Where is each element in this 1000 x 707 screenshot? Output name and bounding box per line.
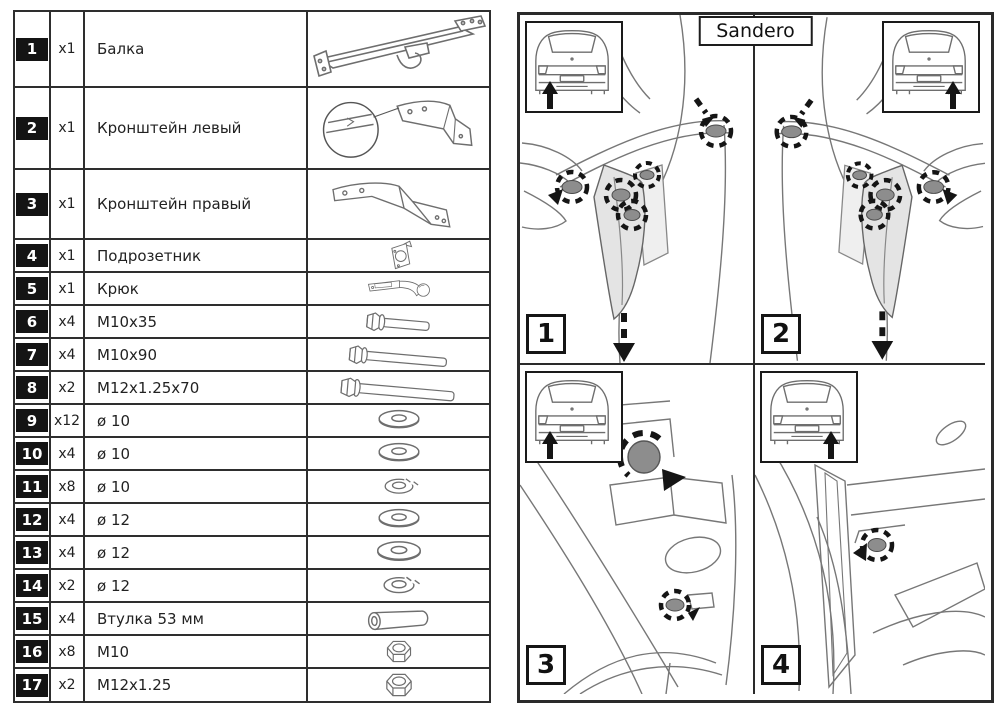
car-rear-inset	[882, 21, 980, 113]
model-title-label: Sandero	[716, 20, 795, 42]
part-qty: x4	[50, 536, 84, 569]
part-desc: M12x1.25	[84, 668, 307, 702]
part-desc: M10	[84, 635, 307, 668]
part-desc: ø 12	[84, 569, 307, 602]
part-number-badge: 11	[16, 475, 48, 498]
part-number-badge: 17	[16, 674, 48, 697]
part-qty: x1	[50, 11, 84, 87]
panel-number: 2	[761, 314, 801, 354]
part-desc: Балка	[84, 11, 307, 87]
table-row	[14, 635, 490, 668]
table-row	[14, 569, 490, 602]
part-number-badge: 10	[16, 442, 48, 465]
parts-table	[13, 10, 491, 703]
flat-washer-icon	[370, 407, 428, 434]
flat-washer-icon	[370, 506, 428, 533]
hex-nut-icon	[381, 636, 417, 667]
flat-washer-icon	[370, 440, 428, 467]
bolt-extra-long-icon	[319, 374, 479, 402]
car-rear-inset	[760, 371, 858, 463]
diagram-panel-3	[520, 365, 755, 694]
spring-washer-icon	[371, 572, 427, 600]
part-number-badge: 15	[16, 607, 48, 630]
sleeve-icon	[360, 604, 438, 634]
bracket-right-icon	[314, 171, 484, 237]
panel-number: 1	[526, 314, 566, 354]
part-qty: x1	[50, 239, 84, 272]
table-row	[14, 536, 490, 569]
table-row	[14, 239, 490, 272]
bracket-left-icon	[309, 88, 489, 168]
diagram-panel-2	[755, 15, 985, 365]
installation-diagram	[517, 12, 994, 703]
flat-washer-icon	[368, 538, 430, 567]
part-qty: x4	[50, 338, 84, 371]
part-desc: Подрозетник	[84, 239, 307, 272]
table-row	[14, 602, 490, 635]
part-number-badge: 6	[16, 310, 48, 333]
part-qty: x4	[50, 437, 84, 470]
part-desc: ø 12	[84, 503, 307, 536]
part-number-badge: 9	[16, 409, 48, 432]
car-rear-icon	[763, 375, 853, 447]
part-desc: ø 10	[84, 470, 307, 503]
part-qty: x12	[50, 404, 84, 437]
socket-plate-icon	[382, 240, 416, 271]
table-row	[14, 169, 490, 239]
part-desc: ø 10	[84, 404, 307, 437]
attachment-point-arrow-icon	[945, 81, 961, 109]
table-row	[14, 668, 490, 702]
part-qty: x8	[50, 635, 84, 668]
table-row	[14, 11, 490, 87]
part-qty: x2	[50, 371, 84, 404]
part-number-badge: 8	[16, 376, 48, 399]
part-number-badge: 14	[16, 574, 48, 597]
table-row	[14, 404, 490, 437]
spring-washer-icon	[373, 474, 425, 500]
part-number-badge: 3	[16, 193, 48, 216]
part-qty: x1	[50, 87, 84, 169]
part-desc: ø 10	[84, 437, 307, 470]
part-qty: x8	[50, 470, 84, 503]
table-row	[14, 272, 490, 305]
diagram-panel-4	[755, 365, 985, 694]
table-row	[14, 305, 490, 338]
beam-icon	[309, 13, 489, 85]
model-title	[698, 16, 813, 46]
part-number-badge: 7	[16, 343, 48, 366]
part-number-badge: 2	[16, 117, 48, 140]
part-desc: ø 12	[84, 536, 307, 569]
part-number-badge: 16	[16, 640, 48, 663]
part-number-badge: 4	[16, 244, 48, 267]
bolt-long-icon	[329, 341, 469, 369]
bolt-short-icon	[351, 308, 447, 336]
part-number-badge: 5	[16, 277, 48, 300]
panel-number: 4	[761, 645, 801, 685]
panel-number: 3	[526, 645, 566, 685]
part-qty: x1	[50, 169, 84, 239]
attachment-point-arrow-icon	[542, 431, 558, 459]
attachment-point-arrow-icon	[823, 431, 839, 459]
table-row	[14, 470, 490, 503]
car-rear-inset	[525, 371, 623, 463]
table-row	[14, 338, 490, 371]
part-desc: Крюк	[84, 272, 307, 305]
part-number-badge: 12	[16, 508, 48, 531]
table-row	[14, 87, 490, 169]
car-rear-inset	[525, 21, 623, 113]
part-qty: x2	[50, 668, 84, 702]
table-row	[14, 371, 490, 404]
part-qty: x2	[50, 569, 84, 602]
part-desc: M12x1.25x70	[84, 371, 307, 404]
diagram-panel-1	[520, 15, 755, 365]
car-rear-icon	[885, 25, 975, 97]
part-desc: M10x90	[84, 338, 307, 371]
part-desc: Кронштейн правый	[84, 169, 307, 239]
part-qty: x4	[50, 602, 84, 635]
part-qty: x1	[50, 272, 84, 305]
part-qty: x4	[50, 503, 84, 536]
table-row	[14, 503, 490, 536]
part-qty: x4	[50, 305, 84, 338]
part-desc: Кронштейн левый	[84, 87, 307, 169]
part-number-badge: 1	[16, 38, 48, 61]
table-row	[14, 437, 490, 470]
part-desc: M10x35	[84, 305, 307, 338]
part-desc: Втулка 53 мм	[84, 602, 307, 635]
hex-nut-icon	[380, 669, 418, 701]
attachment-point-arrow-icon	[542, 81, 558, 109]
towball-hook-icon	[340, 274, 458, 304]
part-number-badge: 13	[16, 541, 48, 564]
